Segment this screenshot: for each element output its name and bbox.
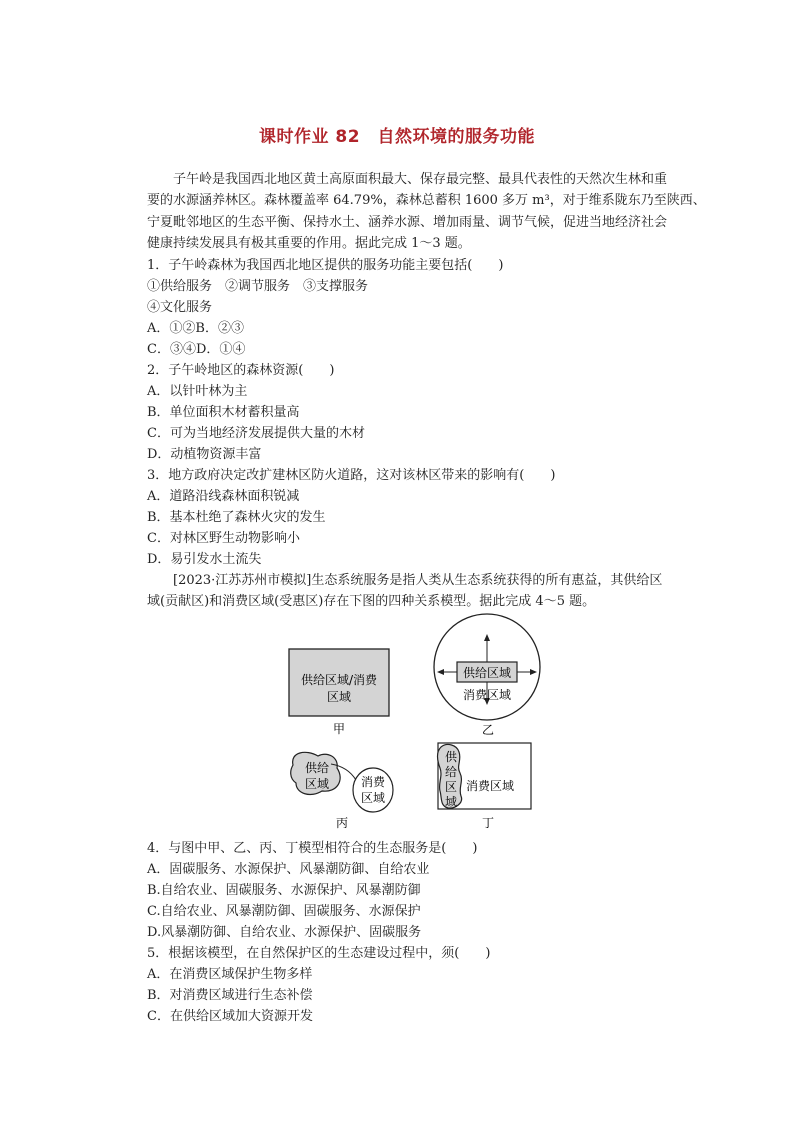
bing-supply-label-line1: 供给 — [304, 761, 330, 775]
bing-consume-label-line1: 消费 — [360, 775, 386, 789]
intro-line: 宁夏毗邻地区的生态平衡、保持水土、涵养水源、增加雨量、调节气候，促进当地经济社会 — [147, 214, 668, 230]
model-jia — [289, 649, 389, 736]
model-bing — [291, 752, 393, 830]
question-4-stem: 4．与图中甲、乙、丙、丁模型相符合的生态服务是( ) — [147, 841, 478, 856]
question-5-option-c: C．在供给区域加大资源开发 — [147, 1009, 313, 1024]
ding-consume-label: 消费区域 — [465, 779, 515, 793]
ding-supply-char: 供 — [444, 750, 458, 764]
question-4-option-b: B.自给农业、固碳服务、水源保护、风暴潮防御 — [147, 883, 421, 898]
question-2-option-c: C．可为当地经济发展提供大量的木材 — [147, 426, 365, 441]
intro-line: 要的水源涵养林区。森林覆盖率 64.79%，森林总蓄积 1600 多万 m³，对于维系陇东乃至陕西、 — [147, 193, 706, 209]
question-1-items: ①供给服务 ②调节服务 ③支撑服务 — [147, 279, 369, 294]
yi-caption: 乙 — [481, 723, 495, 737]
ding-supply-char: 给 — [444, 765, 458, 779]
question-3-option-c: C．对林区野生动物影响小 — [147, 531, 300, 546]
bing-consume-label-line2: 区域 — [360, 791, 386, 805]
page-title: 课时作业 82 自然环境的服务功能 — [258, 127, 536, 147]
yi-consume-label: 消费区域 — [462, 688, 512, 702]
bing-supply-label-line2: 区域 — [304, 777, 330, 791]
yi-supply-label: 供给区域 — [462, 666, 512, 680]
question-2-option-b: B．单位面积木材蓄积量高 — [147, 405, 300, 420]
question-1-items: ④文化服务 — [147, 300, 213, 315]
question-1-stem: 1．子午岭森林为我国西北地区提供的服务功能主要包括( ) — [147, 258, 504, 273]
question-1-options: A．①②B．②③ — [147, 321, 244, 336]
model-ding — [438, 743, 532, 830]
question-3-option-d: D．易引发水土流失 — [147, 552, 262, 567]
question-4-option-c: C.自给农业、风暴潮防御、固碳服务、水源保护 — [147, 904, 421, 919]
question-3-option-a: A．道路沿线森林面积锐减 — [147, 489, 300, 504]
intro-line: 健康持续发展具有极其重要的作用。据此完成 1～3 题。 — [147, 235, 471, 251]
question-2-option-d: D．动植物资源丰富 — [147, 447, 262, 462]
ding-caption: 丁 — [481, 816, 495, 830]
question-2-stem: 2．子午岭地区的森林资源( ) — [147, 363, 335, 378]
bing-caption: 丙 — [335, 816, 349, 830]
jia-caption: 甲 — [332, 722, 346, 736]
question-5-option-b: B．对消费区域进行生态补偿 — [147, 988, 313, 1003]
intro-line: 域(贡献区)和消费区域(受惠区)存在下图的四种关系模型。据此完成 4～5 题。 — [147, 594, 596, 610]
question-4-option-d: D.风暴潮防御、自给农业、水源保护、固碳服务 — [147, 925, 422, 940]
question-2-option-a: A．以针叶林为主 — [147, 384, 248, 399]
question-4-option-a: A．固碳服务、水源保护、风暴潮防御、自给农业 — [147, 862, 430, 877]
intro-line: 子午岭是我国西北地区黄土高原面积最大、保存最完整、最具代表性的天然次生林和重 — [173, 172, 668, 187]
ding-supply-char: 域 — [444, 795, 458, 809]
jia-label-line2: 区域 — [326, 690, 352, 704]
intro-line: [2023·江苏苏州市模拟]生态系统服务是指人类从生态系统获得的所有惠益，其供给区 — [173, 573, 663, 588]
question-5-stem: 5．根据该模型，在自然保护区的生态建设过程中，须( ) — [147, 946, 491, 961]
jia-label-line1: 供给区域/消费 — [300, 673, 378, 687]
ding-supply-char: 区 — [444, 780, 458, 794]
question-3-option-b: B．基本杜绝了森林火灾的发生 — [147, 510, 326, 525]
question-1-options: C．③④D．①④ — [147, 342, 246, 357]
model-yi — [434, 614, 540, 737]
question-5-option-a: A．在消费区域保护生物多样 — [147, 967, 313, 982]
question-3-stem: 3．地方政府决定改扩建林区防火道路，这对该林区带来的影响有( ) — [147, 468, 556, 483]
